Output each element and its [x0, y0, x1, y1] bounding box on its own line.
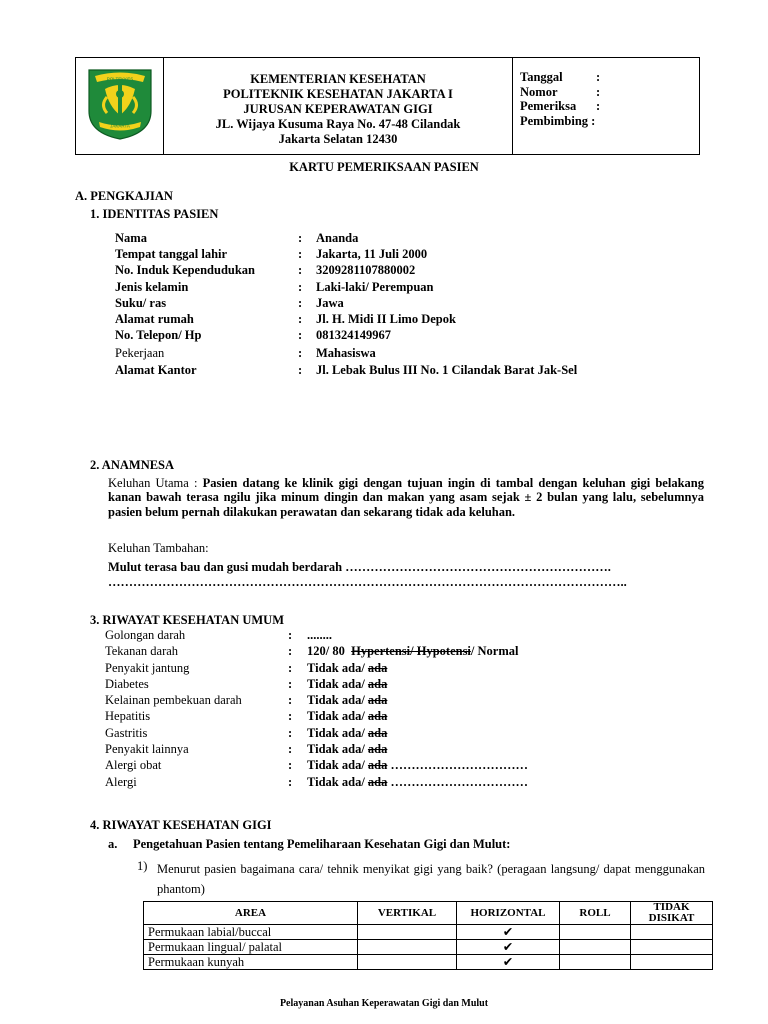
check-cell [358, 925, 457, 940]
poltekkes-logo [85, 67, 155, 141]
riwayat-row: Diabetes : Tidak ada/ ada [105, 676, 388, 691]
check-cell [560, 955, 631, 970]
logo-cell [76, 58, 164, 154]
keluhan-utama [108, 476, 704, 519]
logo-caption-bottom: JAKARTA [110, 123, 130, 129]
meta-sep: : [596, 84, 601, 99]
identitas-row: No. Telepon/ Hp : 081324149967 [115, 328, 391, 343]
meta-label-pembimbing: Pembimbing : [520, 113, 596, 128]
institution-cell [164, 58, 513, 154]
riwayat-row-tekanan-darah: Tekanan darah : 120/ 80 Hypertensi/ Hypotensi/ Normal [105, 644, 519, 659]
table-row [144, 955, 713, 970]
col-area: AREA [144, 902, 358, 925]
institution-line: JL. Wijaya Kusuma Raya No. 47-48 Cilandak [215, 117, 461, 131]
col-horizontal: HORIZONTAL [457, 902, 560, 925]
meta-sep: : [596, 99, 601, 113]
meta-label-nomor: Nomor [520, 84, 558, 99]
meta-sep: : [596, 70, 601, 84]
institution-line: KEMENTERIAN KESEHATAN [250, 72, 426, 86]
logo-caption-top: POLTEKKES [106, 76, 134, 82]
question-text: Menurut pasien bagaimana cara/ tehnik menyikat gigi yang baik? (peragaan langsung/ dapat menggunakan phantom) [157, 862, 705, 896]
col-tidak-disikat: TIDAK DISIKAT [631, 902, 713, 925]
section-a-heading: A. PENGKAJIAN [75, 189, 173, 203]
keluhan-tambahan-text: Mulut terasa bau dan gusi mudah berdarah ………………………………………………………. [108, 560, 611, 574]
keluhan-tambahan-label: Keluhan Tambahan: [108, 541, 209, 555]
institution-line: POLITEKNIK KESEHATAN JAKARTA I [223, 87, 453, 101]
table-header-row [144, 902, 713, 925]
riwayat-umum-heading: 3. RIWAYAT KESEHATAN UMUM [90, 613, 285, 627]
area-cell: Permukaan lingual/ palatal [144, 940, 358, 955]
page-title: KARTU PEMERIKSAAN PASIEN [289, 160, 479, 174]
riwayat-row: Penyakit lainnya : Tidak ada/ ada [105, 742, 388, 757]
check-cell [560, 925, 631, 940]
riwayat-umum-list [105, 627, 705, 790]
keluhan-utama-label: Keluhan Utama : [108, 476, 203, 490]
identitas-row: Alamat rumah : Jl. H. Midi II Limo Depok [115, 312, 456, 327]
identitas-list [115, 230, 675, 378]
riwayat-row-golongan-darah: Golongan darah : ........ [105, 628, 332, 642]
col-vertikal: VERTIKAL [358, 902, 457, 925]
meta-cell [520, 70, 600, 128]
identitas-row: Nama : Ananda [115, 231, 359, 245]
meta-label-pemeriksa: Pemeriksa [520, 99, 577, 113]
institution-line: JURUSAN KEPERAWATAN GIGI [243, 102, 433, 116]
check-cell: ✔ [457, 955, 560, 970]
institution-line: Jakarta Selatan 12430 [278, 132, 398, 146]
check-cell [631, 925, 713, 940]
meta-label-tanggal: Tanggal [520, 70, 563, 84]
riwayat-row: Gastritis : Tidak ada/ ada [105, 725, 388, 740]
header-box [75, 57, 700, 155]
check-cell: ✔ [457, 925, 560, 940]
identitas-heading: 1. IDENTITAS PASIEN [90, 207, 219, 221]
pengetahuan-subheading: a. Pengetahuan Pasien tentang Pemeliharaan Kesehatan Gigi dan Mulut: [108, 837, 511, 851]
check-cell [631, 955, 713, 970]
identitas-row: Tempat tanggal lahir : Jakarta, 11 Juli 2000 [115, 247, 428, 262]
identitas-row: No. Induk Kependudukan : 3209281107880002 [115, 263, 416, 278]
question-number: 1) [137, 859, 148, 873]
check-cell [358, 955, 457, 970]
check-cell: ✔ [457, 940, 560, 955]
identitas-row: Jenis kelamin : Laki-laki/ Perempuan [115, 279, 434, 294]
keluhan-utama-text: Pasien datang ke klinik gigi dengan tujuan ingin di tambal dengan keluhan gigi belakang kanan bawah terasa ngilu jika minum dingin dan makan yang asam sejak ± 2 bulan yang lalu, sebelumnya pasien belum pernah dilakukan perawatan dan sekarang tidak ada keluhan. [108, 476, 704, 519]
brushing-technique-table [143, 901, 713, 970]
identitas-row: Pekerjaan : Mahasiswa [115, 346, 376, 361]
area-cell: Permukaan labial/buccal [144, 925, 358, 940]
table-row [144, 940, 713, 955]
check-cell [358, 940, 457, 955]
check-cell [631, 940, 713, 955]
riwayat-row: Kelainan pembekuan darah : Tidak ada/ ada [105, 693, 388, 708]
riwayat-row: Penyakit jantung : Tidak ada/ ada [105, 660, 388, 675]
anamnesa-heading: 2. ANAMNESA [90, 458, 175, 472]
riwayat-row: Alergi : Tidak ada/ ada …………………………… [105, 774, 528, 789]
riwayat-row: Hepatitis : Tidak ada/ ada [105, 709, 388, 724]
col-roll: ROLL [560, 902, 631, 925]
area-cell: Permukaan kunyah [144, 955, 358, 970]
check-cell [560, 940, 631, 955]
table-row [144, 925, 713, 940]
identitas-row: Suku/ ras : Jawa [115, 295, 344, 310]
dotted-line: …………………………………………………………………………………………………………….. [108, 575, 627, 589]
identitas-row: Alamat Kantor : Jl. Lebak Bulus III No. 1 Cilandak Barat Jak-Sel [115, 362, 578, 377]
riwayat-gigi-heading: 4. RIWAYAT KESEHATAN GIGI [90, 818, 272, 832]
page-footer: Pelayanan Asuhan Keperawatan Gigi dan Mulut [279, 998, 489, 1009]
riwayat-row: Alergi obat : Tidak ada/ ada …………………………… [105, 758, 528, 773]
